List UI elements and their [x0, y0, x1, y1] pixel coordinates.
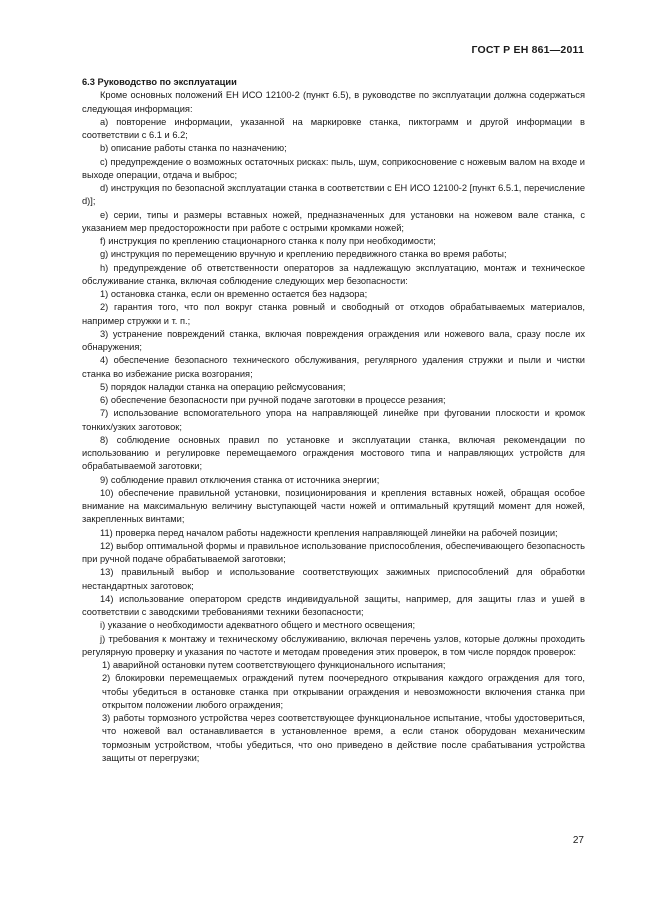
- list-item: d) инструкция по безопасной эксплуатации станка в соответствии с ЕН ИСО 12100-2 [пункт 6.5.1, перечисление d)];: [82, 183, 585, 207]
- sub-list-item: 6) обеспечение безопасности при ручной подаче заготовки в процессе резания;: [100, 395, 446, 405]
- sub-list-item: 13) правильный выбор и использование соответствующих зажимных приспособлений для обработки нестандартных заготовок;: [82, 567, 585, 591]
- sub-list-item: 2) блокировки перемещаемых ограждений путем поочередного открывания каждого ограждения для того, чтобы убедиться в остановке станка при открывании ограждения и невозможности включения станка при открытом положении любого ограждения;: [102, 673, 585, 710]
- list-item: f) инструкция по креплению стационарного станка к полу при необходимости;: [100, 236, 436, 246]
- sub-list-item: 9) соблюдение правил отключения станка от источника энергии;: [100, 474, 380, 485]
- list-item: a) повторение информации, указанной на маркировке станка, пиктограмм и другой информации в соответствии с 6.1 и 6.2;: [82, 116, 585, 140]
- sub-list-item: 14) использование оператором средств индивидуальной защиты, например, для защиты глаз и ушей в соответствии с заводскими требованиями техники безопасности;: [82, 593, 585, 617]
- page-number: 27: [572, 835, 584, 846]
- list-item: g) инструкция по перемещению вручную и креплению передвижного станка во время работы;: [100, 249, 507, 260]
- sub-list-item: 4) обеспечение безопасного технического обслуживания, регулярного удаления стружки и пыли и чистки станка во избежание риска возгорания;: [82, 355, 585, 379]
- sub-list-item: 12) выбор оптимальной формы и правильное использование приспособления, обеспечивающего безопасность при ручной подаче обрабатываемой заготовки;: [82, 540, 585, 564]
- list-item: i) указание о необходимости адекватного общего и местного освещения;: [100, 620, 416, 631]
- list-item: e) серии, типы и размеры вставных ножей, предназначенных для установки на ножевом вале станка, с указанием мер предосторожности при работе с острыми кромками ножей;: [82, 209, 585, 233]
- sub-list-item: 10) обеспечение правильной установки, позиционирования и крепления вставных ножей, обращая особое внимание на максимальную величину выступающей части ножей и оптимальный крутящий момент для ножей, закрепленных винтами;: [82, 487, 585, 525]
- sub-list-item: 1) остановка станка, если он временно остается без надзора;: [100, 289, 368, 299]
- list-item: h) предупреждение об ответственности операторов за надлежащую эксплуатацию, монтаж и техническое обслуживание станка, включая соблюдение следующих мер безопасности:: [82, 262, 585, 286]
- sub-list-item: 11) проверка перед началом работы надежности крепления направляющей линейки на рабочей позиции;: [100, 527, 558, 538]
- sub-list-item: 1) аварийной остановки путем соответствующего функционального испытания;: [102, 660, 446, 670]
- paragraph: Кроме основных положений ЕН ИСО 12100-2 (пункт 6.5), в руководстве по эксплуатации должна содержаться следующая информация:: [82, 90, 585, 114]
- sub-list-item: 3) устранение повреждений станка, включая повреждения ограждения или ножевого вала, сразу после их обнаружения;: [82, 328, 585, 352]
- sub-list-item: 8) соблюдение основных правил по установке и эксплуатации станка, включая рекомендации по использованию и регулировке перемещаемого ограждения мостового типа и направляющих устройств для обрабатываемой заготовки;: [82, 434, 585, 472]
- list-item: j) требования к монтажу и техническому обслуживанию, включая перечень узлов, которые должны проходить регулярную проверку и указания по частоте и методам проведения этих проверок, в том числе порядок проверок:: [82, 633, 585, 657]
- sub-list-item: 3) работы тормозного устройства через соответствующее функциональное испытание, чтобы удостовериться, что ножевой вал останавливается в установленное время, а если станок оборудован механическим тормозным устройством, чтобы убедиться, что оно приведено в действие после срабатывания устройства защиты от перегрузки;: [102, 713, 585, 763]
- sub-list-item: 2) гарантия того, что пол вокруг станка ровный и свободный от отходов обрабатываемых материалов, например стружки и т. п.;: [82, 302, 585, 326]
- sub-list-item: 5) порядок наладки станка на операцию рейсмусования;: [100, 381, 346, 392]
- standard-header: ГОСТ Р ЕН 861—2011: [471, 44, 584, 56]
- document-body: [82, 76, 585, 765]
- list-item: b) описание работы станка по назначению;: [100, 143, 287, 154]
- list-item: c) предупреждение о возможных остаточных рисках: пыль, шум, соприкосновение с ножевым валом на входе и выходе операции, отдача и выброс;: [82, 156, 585, 180]
- sub-list-item: 7) использование вспомогательного упора на направляющей линейке при фуговании плоскости и кромок тонких/узких заготовок;: [82, 408, 585, 432]
- section-title: 6.3 Руководство по эксплуатации: [82, 77, 237, 87]
